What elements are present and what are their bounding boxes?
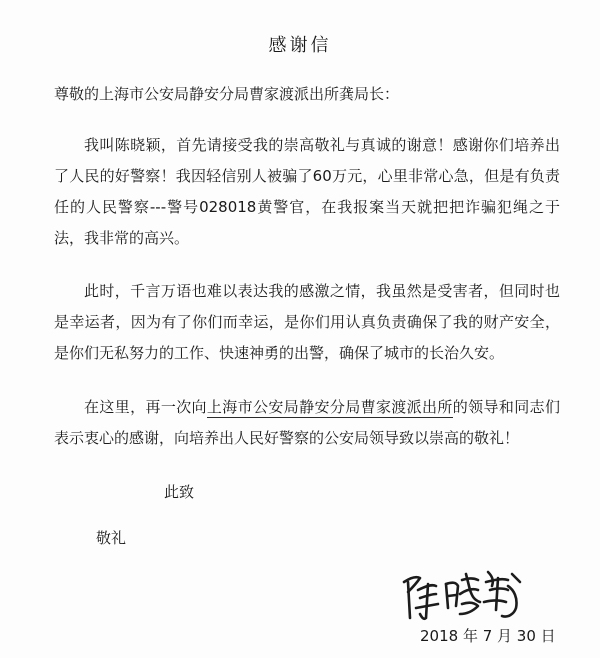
letter-date: 2018 年 7 月 30 日	[420, 627, 556, 645]
paragraph-3-end: 的领导和同志们表示衷心的感谢，向培养出人民好警察的公安局领导致以崇高的敬礼！	[54, 398, 560, 447]
underlined-station-name: 上海市公安局静安分局曹家渡派出所	[206, 398, 453, 416]
paragraph-2: 此时，千言万语也难以表达我的感激之情，我虽然是受害者，但同时也是幸运者，因为有了你们而幸运，是你们用认真负责确保了我的财产安全，是你们无私努力的工作、快速神勇的出警，确保了城市的长治久安。	[54, 282, 560, 362]
letter-closing: 此致	[164, 483, 195, 501]
letter-salutation: 尊敬的上海市公安局静安分局曹家渡派出所龚局长：	[54, 85, 400, 103]
paragraph-3	[54, 392, 560, 454]
paragraph-3-start: 在这里，再一次向	[84, 398, 207, 416]
handwritten-signature	[396, 560, 526, 624]
paragraph-1: 我叫陈晓颖，首先请接受我的崇高敬礼与真诚的谢意！感谢你们培养出了人民的好警察！我因轻信别人被骗了60万元，心里非常心急，但是有负责任的人民警察---警号028018黄警官，在我报案当天就把把诈骗犯绳之于法，我非常的高兴。	[54, 136, 560, 247]
letter-regards: 敬礼	[96, 529, 127, 547]
letter-title: 感谢信	[268, 35, 332, 56]
